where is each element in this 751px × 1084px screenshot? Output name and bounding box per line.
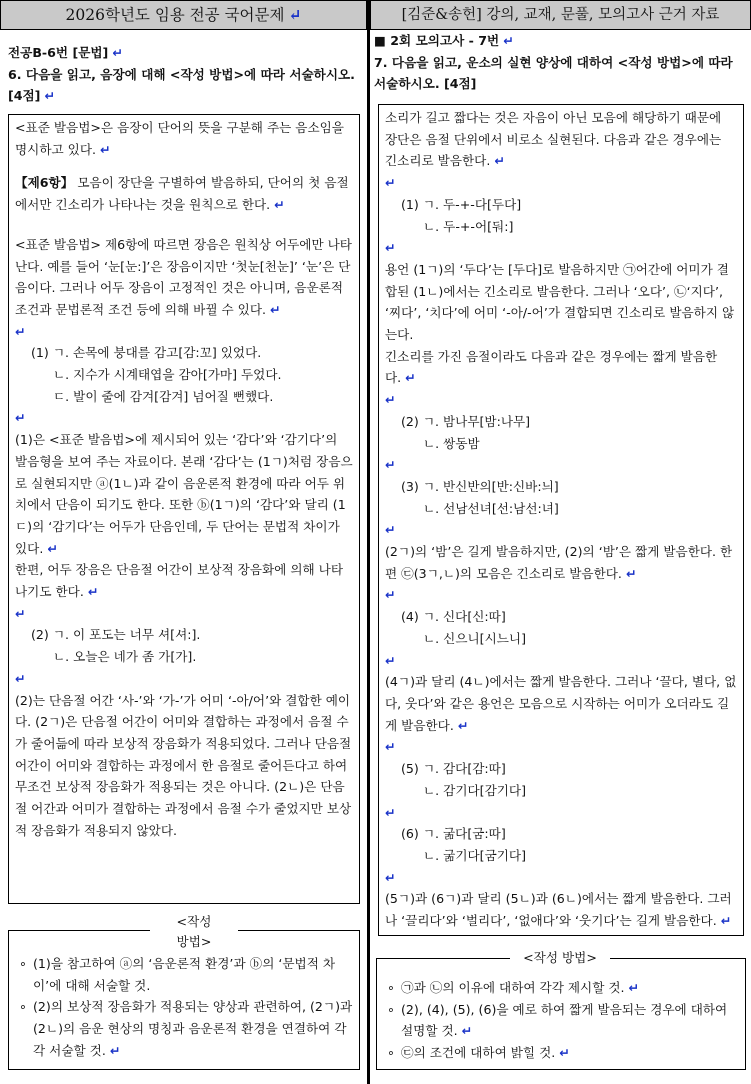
right-method-box xyxy=(376,958,746,1070)
left-passage-p2b: 한편, 어두 장음은 단음절 어간이 보상적 장음화에 의해 나타나기도 한다. ↵ xyxy=(15,562,344,600)
left-passage-p3: (2)는 단음절 어간 ‘사-’와 ‘가-’가 어미 ‘-아/어’와 결합한 예이다. (2ㄱ)은 단음절 어간이 어미와 결합하는 과정에서 음절 수가 줄어듦에 따라 보상적 장음화가 적용되었다. 그러나 단음절 어간이 어미와 결합하는 과정에서 한 음절로 줄어든다고 하여 무조건 보상적 장음화가 적용되는 것은 아니다. (2ㄴ)은 단음절 어간과 어미가 결합하는 과정에서 음절 수가 줄었지만 보상적 장음화가 적용되지 않았다. xyxy=(15,692,352,838)
left-method-2: ∘ (2)의 보상적 장음화가 적용되는 양상과 관련하여, (2ㄱ)과 (2ㄴ)의 음운 현상의 명칭과 음운론적 환경을 연결하여 각각 서술할 것. ↵ xyxy=(19,999,353,1058)
return-mark-icon: ↵ xyxy=(288,5,302,24)
right-question-area xyxy=(374,30,747,95)
right-passage-p1: 소리가 길고 짧다는 것은 자음이 아닌 모음에 해당하기 때문에 장단은 음절 단위에서 비로소 실현된다. 다음과 같은 경우에는 긴소리로 발음한다. ↵ xyxy=(385,110,722,169)
right-passage-p4: (2ㄱ)의 ‘밤’은 길게 발음하지만, (2)의 ‘밤’은 짧게 발음한다. 한편 ㉢(3ㄱ,ㄴ)의 모음은 긴소리로 발음한다. ↵ xyxy=(385,544,733,581)
right-method-3: ∘ ㉢의 조건에 대하여 밝힐 것. ↵ xyxy=(387,1045,570,1061)
right-example-6: (6) ㄱ. 굶다[굼:따] ㄴ. 굶기다[굼기다] xyxy=(401,826,526,863)
right-method-1: ∘ ㉠과 ㉡의 이유에 대하여 각각 제시할 것. ↵ xyxy=(387,980,640,995)
right-header: [김준&송헌] 강의, 교재, 문풀, 모의고사 근거 자료 xyxy=(370,0,751,30)
right-method-title: <작성 방법> xyxy=(510,948,610,968)
left-header: 2026학년도 임용 전공 국어문제 ↵ xyxy=(0,0,367,30)
left-example-2: (2) ㄱ. 이 포도는 너무 셔[셔:]. ㄴ. 오늘은 네가 좀 가[가]. xyxy=(31,627,201,665)
left-method-title: <작성 방법> xyxy=(150,912,238,952)
right-column xyxy=(370,0,751,1084)
left-section-label: 전공B-6번 [문법] ↵ xyxy=(8,45,123,60)
left-method-1: ∘ (1)을 참고하여 ⓐ의 ‘음운론적 환경’과 ⓑ의 ‘문법적 차이’에 대해 서술할 것. xyxy=(19,956,336,993)
left-example-1: (1) ㄱ. 손목에 붕대를 감고[감:꼬] 있었다. ㄴ. 지수가 시계태엽을 감아[가마] 두었다. ㄷ. 발이 줄에 감겨[감겨] 넘어질 뻔했다. xyxy=(31,345,282,404)
left-passage-box: <표준 발음법>은 음장이 단어의 뜻을 구분해 주는 음소임을 명시하고 있다. ↵ 【제6항】 모음이 장단을 구별하여 발음하되, 단어의 첫 음절에서만 긴소리가 나타나는 것을 원칙으로 한다. ↵ <표준 발음법> 제6항에 따르면 장음은 원칙상 어두에만 나타난다. 예를 들어 ‘눈[눈:]’은 장음이지만 ‘첫눈[천눈]’ ‘눈’은 단음이다. 그러나 어두 장음이 고정적인 것은 아니며, 음운론적 조건과 문법론적 조건 등에 의해 바뀔 수 있다. ↵ ↵ (1) ㄱ. 손목에 붕대를 감고[감:꼬] 있었다. ㄴ. 지수가 시계태엽을 감아[가마] 두었다. ㄷ. 발이 줄에 감겨[감겨] 넘어질 뻔했다. ↵ (1)은 <표준 발음법>에 제시되어 있는 ‘감다’와 ‘감기다’의 발음형을 보여 주는 자료이다. 본래 ‘감다’는 (1ㄱ)처럼 장음으로 실현되지만 ⓐ(1ㄴ)과 같이 음운론적 환경에 따라 어두 위치에서 단음이 되기도 한다. 또한 ⓑ(1ㄱ)의 ‘감다’와 달리 (1ㄷ)의 ‘감기다’는 어두가 단음인데, 두 단어는 문법적 차이가 있다. ↵ 한편, 어두 장음은 단음절 어간이 보상적 장음화에 의해 나타나기도 한다. ↵ ↵ (2) ㄱ. 이 포도는 너무 셔[셔:]. ㄴ. 오늘은 네가 좀 가[가]. ↵ (2)는 단음절 어간 ‘사-’와 ‘가-’가 어미 ‘-아/어’와 결합한 예이다. (2ㄱ)은 단음절 어간이 어미와 결합하는 과정에서 음절 수가 줄어듦에 따라 보상적 장음화가 적용되었다. 그러나 단음절 어간이 어미와 결합하는 과정에서 한 음절로 줄어든다고 하여 무조건 보상적 장음화가 적용되는 것은 아니다. (2ㄴ)은 단음절 어간과 어미가 결합하는 과정에서 음절 수가 줄었지만 보상적 장음화가 적용되지 않았다. xyxy=(8,114,360,904)
right-method-2: ∘ (2), (4), (5), (6)을 예로 하여 짧게 발음되는 경우에 대하여 설명할 것. ↵ xyxy=(387,1001,728,1039)
left-passage-intro: <표준 발음법>은 음장이 단어의 뜻을 구분해 주는 음소임을 명시하고 있다. ↵ xyxy=(15,120,344,157)
right-example-5: (5) ㄱ. 감다[감:따] ㄴ. 감기다[감기다] xyxy=(401,761,526,798)
right-passage-p6: (5ㄱ)과 (6ㄱ)과 달리 (5ㄴ)과 (6ㄴ)에서는 짧게 발음한다. 그러나 ‘끌리다’와 ‘벌리다’, ‘없애다’와 ‘웃기다’는 길게 발음한다. ↵ xyxy=(385,891,732,929)
left-passage-p2a: (1)은 <표준 발음법>에 제시되어 있는 ‘감다’와 ‘감기다’의 발음형을 보여 주는 자료이다. 본래 ‘감다’는 (1ㄱ)처럼 장음으로 실현되지만 ⓐ(1ㄴ)과 같이 음운론적 환경에 따라 어두 위치에서 단음이 되기도 한다. 또한 ⓑ(1ㄱ)의 ‘감다’와 달리 (1ㄷ)의 ‘감기다’는 어두가 단음인데, 두 단어는 문법적 차이가 있다. ↵ xyxy=(15,432,353,556)
left-rule: 【제6항】 모음이 장단을 구별하여 발음하되, 단어의 첫 음절에서만 긴소리가 나타나는 것을 원칙으로 한다. ↵ xyxy=(15,175,349,213)
right-passage-p2: 용언 (1ㄱ)의 ‘두다’는 [두다]로 발음하지만 ㉠어간에 어미가 결합된 (1ㄴ)에서는 긴소리로 발음한다. 그러나 ‘오다’, ㉡‘지다’, ‘찌다’, ‘치다’에 어미 ‘-아/-어’가 결합되면 긴소리로 발음하지 않는다. xyxy=(385,261,735,343)
left-question-text: 6. 다음을 읽고, 음장에 대해 <작성 방법>에 따라 서술하시오. [4점] ↵ xyxy=(8,66,355,104)
left-question-area xyxy=(8,42,363,107)
right-question-text: 7. 다음을 읽고, 운소의 실현 양상에 대하여 <작성 방법>에 따라 서술하시오. [4점] xyxy=(374,54,733,92)
right-passage-p3: 긴소리를 가진 음절이라도 다음과 같은 경우에는 짧게 발음한다. ↵ xyxy=(385,348,718,386)
right-example-3: (3) ㄱ. 반신반의[반:신바:늬] ㄴ. 선남선녀[선:남선:녀] xyxy=(401,478,559,516)
left-column xyxy=(0,0,367,1084)
right-passage-box: 소리가 길고 짧다는 것은 자음이 아닌 모음에 해당하기 때문에 장단은 음절 단위에서 비로소 실현된다. 다음과 같은 경우에는 긴소리로 발음한다. ↵ ↵ (1) ㄱ. 두-+-다[두다] ㄴ. 두-+-어[둬:] ↵ 용언 (1ㄱ)의 ‘두다’는 [두다]로 발음하지만 ㉠어간에 어미가 결합된 (1ㄴ)에서는 긴소리로 발음한다. 그러나 ‘오다’, ㉡‘지다’, ‘찌다’, ‘치다’에 어미 ‘-아/-어’가 결합되면 긴소리로 발음하지 않는다. 긴소리를 가진 음절이라도 다음과 같은 경우에는 짧게 발음한다. ↵ ↵ (2) ㄱ. 밤나무[밤:나무] ㄴ. 쌍동밤 ↵ (3) ㄱ. 반신반의[반:신바:늬] ㄴ. 선남선녀[선:남선:녀] ↵ (2ㄱ)의 ‘밤’은 길게 발음하지만, (2)의 ‘밤’은 짧게 발음한다. 한편 ㉢(3ㄱ,ㄴ)의 모음은 긴소리로 발음한다. ↵ ↵ (4) ㄱ. 신다[신:따] ㄴ. 신으니[시느니] ↵ (4ㄱ)과 달리 (4ㄴ)에서는 짧게 발음한다. 그러나 ‘끌다, 별다, 없다, 웃다’와 같은 용언은 모음으로 시작하는 어미가 오더라도 길게 발음한다. ↵ ↵ (5) ㄱ. 감다[감:따] ㄴ. 감기다[감기다] ↵ (6) ㄱ. 굶다[굼:따] ㄴ. 굶기다[굼기다] ↵ (5ㄱ)과 (6ㄱ)과 달리 (5ㄴ)과 (6ㄴ)에서는 짧게 발음한다. 그러나 ‘끌리다’와 ‘벌리다’, ‘없애다’와 ‘웃기다’는 길게 발음한다. ↵ xyxy=(378,104,744,936)
right-section-label: ■ 2회 모의고사 - 7번 ↵ xyxy=(374,33,514,48)
right-passage-p5: (4ㄱ)과 달리 (4ㄴ)에서는 짧게 발음한다. 그러나 ‘끌다, 별다, 없다, 웃다’와 같은 용언은 모음으로 시작하는 어미가 오더라도 길게 발음한다. ↵ xyxy=(385,674,737,733)
right-example-4: (4) ㄱ. 신다[신:따] ㄴ. 신으니[시느니] xyxy=(401,609,526,646)
right-example-2: (2) ㄱ. 밤나무[밤:나무] ㄴ. 쌍동밤 xyxy=(401,413,531,451)
left-passage-p1: <표준 발음법> 제6항에 따르면 장음은 원칙상 어두에만 나타난다. 예를 들어 ‘눈[눈:]’은 장음이지만 ‘첫눈[천눈]’ ‘눈’은 단음이다. 그러나 어두 장음이 고정적인 것은 아니며, 음운론적 조건과 문법론적 조건 등에 의해 바뀔 수 있다. ↵ xyxy=(15,236,352,317)
right-example-1: (1) ㄱ. 두-+-다[두다] ㄴ. 두-+-어[둬:] xyxy=(401,196,522,234)
